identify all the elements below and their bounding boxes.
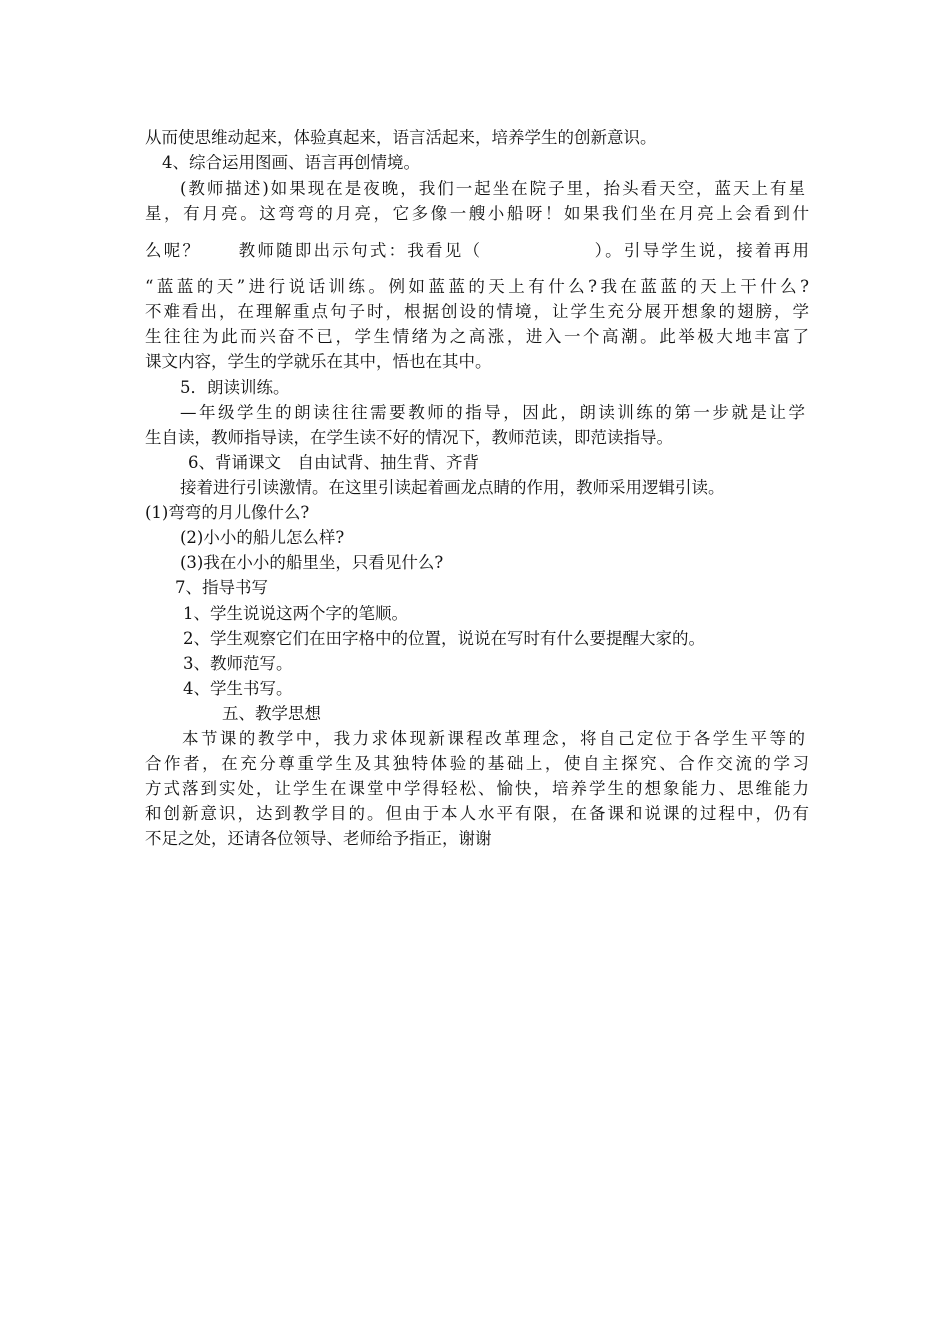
text-line-10: 5．朗读训练。: [180, 378, 290, 397]
text-line-24: 本节课的教学中，我力求体现新课程改革理念，将自己定位于各学生平等的: [182, 729, 805, 748]
text-line-5: 么呢？ 教师随即出示句式：我看见（ ）。引导学生说，接着再用: [145, 241, 809, 260]
text-line-2: 4、综合运用图画、语言再创情境。: [162, 153, 420, 172]
text-line-26: 方式落到实处，让学生在课堂中学得轻松、愉快，培养学生的想象能力、思维能力: [145, 779, 809, 798]
text-line-4: 星，有月亮。这弯弯的月亮，它多像一艘小船呀！如果我们坐在月亮上会看到什: [145, 204, 809, 223]
text-line-20: 2、学生观察它们在田字格中的位置，说说在写时有什么要提醒大家的。: [183, 629, 705, 648]
text-line-11: —年级学生的朗读往往需要教师的指导，因此，朗读训练的第一步就是让学: [180, 403, 805, 422]
text-line-8: 生往往为此而兴奋不已，学生情绪为之高涨，进入一个高潮。此举极大地丰富了: [145, 327, 809, 346]
text-line-12: 生自读，教师指导读，在学生读不好的情况下，教师范读，即范读指导。: [145, 428, 673, 447]
text-line-6: “蓝蓝的天”进行说话训练。例如蓝蓝的天上有什么?我在蓝蓝的天上干什么?: [145, 277, 809, 296]
text-line-7: 不难看出，在理解重点句子时，根据创设的情境，让学生充分展开想象的翅膀，学: [145, 302, 809, 321]
section-heading: 五、教学思想: [222, 704, 321, 723]
text-line-21: 3、教师范写。: [183, 654, 293, 673]
text-line-9: 课文内容，学生的学就乐在其中，悟也在其中。: [145, 352, 492, 371]
text-line-22: 4、学生书写。: [183, 679, 293, 698]
text-line-16: (2)小小的船儿怎么样?: [180, 528, 345, 547]
text-line-25: 合作者，在充分尊重学生及其独特体验的基础上，使自主探究、合作交流的学习: [145, 754, 809, 773]
text-line-19: 1、学生说说这两个字的笔顺。: [183, 604, 408, 623]
text-line-13: 6、背诵课文 自由试背、抽生背、齐背: [188, 453, 479, 472]
text-line-1: 从而使思维动起来，体验真起来，语言活起来，培养学生的创新意识。: [145, 128, 657, 147]
text-line-27: 和创新意识，达到教学目的。但由于本人水平有限，在备课和说课的过程中，仍有: [145, 804, 809, 823]
text-line-28: 不足之处，还请各位领导、老师给予指正，谢谢: [145, 829, 492, 848]
text-line-14: 接着进行引读激情。在这里引读起着画龙点睛的作用，教师采用逻辑引读。: [180, 478, 725, 497]
text-line-18: 7、指导书写: [175, 578, 268, 597]
text-line-17: (3)我在小小的船里坐，只看见什么?: [180, 553, 444, 572]
text-line-3: (教师描述)如果现在是夜晚，我们一起坐在院子里，抬头看天空，蓝天上有星: [180, 179, 805, 198]
text-line-15: (1)弯弯的月儿像什么?: [145, 503, 310, 522]
